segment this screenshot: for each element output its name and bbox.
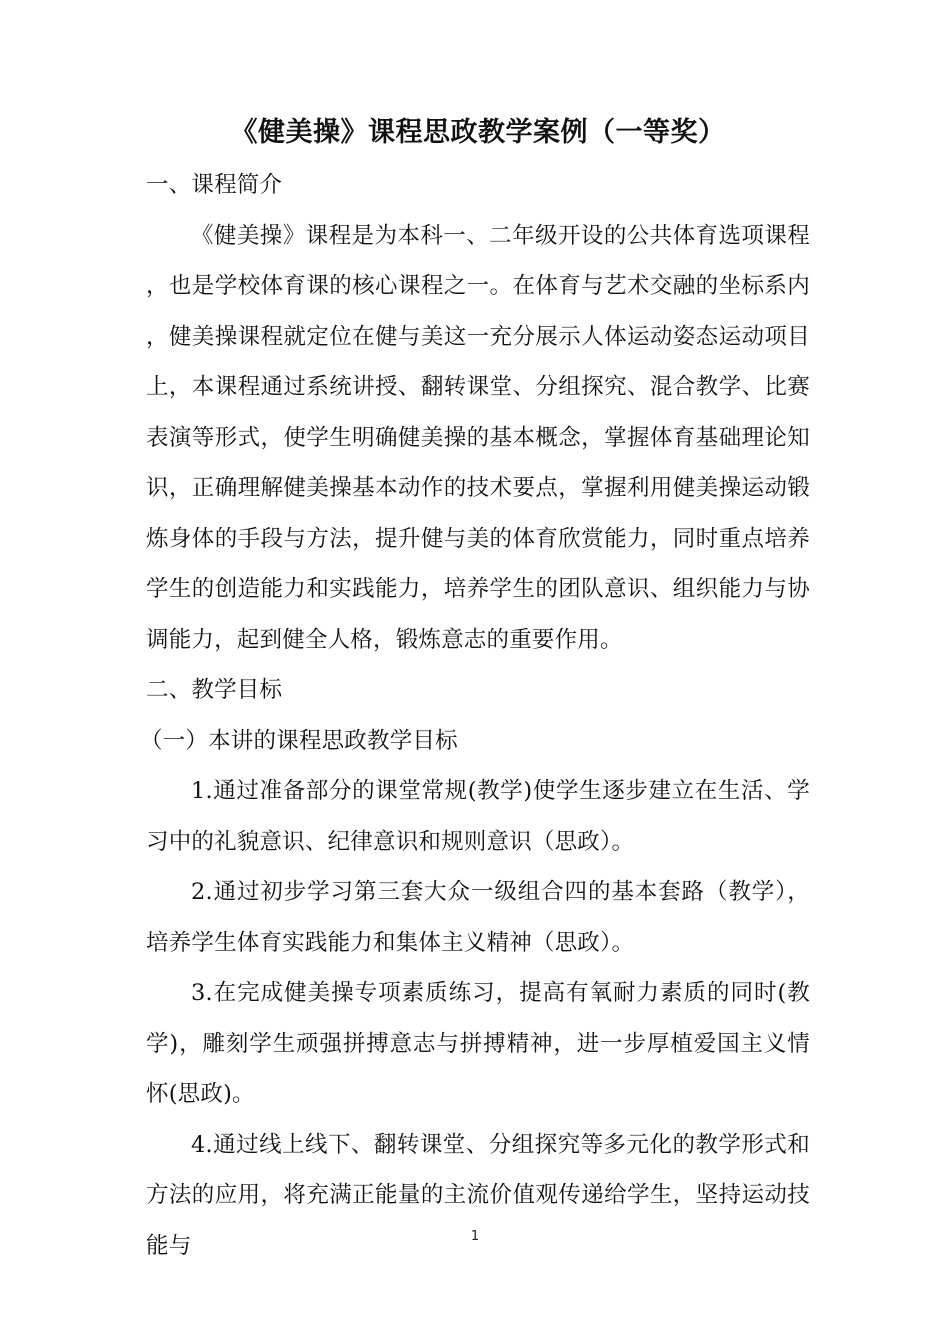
subsection-heading-ideological-goals: （一）本讲的课程思政教学目标 [140,727,458,754]
goal-item-1: 1.通过准备部分的课堂常规(教学)使学生逐步建立在生活、学习中的礼貌意识、纪律意识和规则意识（思政）。 [146,778,810,855]
course-intro-paragraph: 《健美操》课程是为本科一、二年级开设的公共体育选项课程，也是学校体育课的核心课程之一。在体育与艺术交融的坐标系内，健美操课程就定位在健与美这一充分展示人体运动姿态运动项目上，本课程通过系统讲授、翻转课堂、分组探究、混合教学、比赛表演等形式，使学生明确健美操的基本概念，掌握体育基础理论知识，正确理解健美操基本动作的技术要点，掌握利用健美操运动锻炼身体的手段与方法，提升健与美的体育欣赏能力，同时重点培养学生的创造能力和实践能力，培养学生的团队意识、组织能力与协调能力，起到健全人格，锻炼意志的重要作用。 [146,222,810,653]
section-heading-course-intro: 一、课程简介 [146,172,283,198]
page-number: 1 [470,1229,480,1244]
document-body [140,108,810,1271]
document-title: 《健美操》课程思政教学案例（一等奖） [230,117,726,148]
section-heading-teaching-goals: 二、教学目标 [146,677,283,703]
goal-item-2: 2.通过初步学习第三套大众一级组合四的基本套路（教学），培养学生体育实践能力和集体主义精神（思政）。 [146,879,810,956]
goal-item-3: 3.在完成健美操专项素质练习，提高有氧耐力素质的同时(教学)，雕刻学生顽强拼搏意志与拼搏精神，进一步厚植爱国主义情怀(思政)。 [146,980,810,1107]
goal-item-4: 4.通过线上线下、翻转课堂、分组探究等多元化的教学形式和方法的应用，将充满正能量的主流价值观传递给学生，坚持运动技能与 [146,1131,810,1259]
